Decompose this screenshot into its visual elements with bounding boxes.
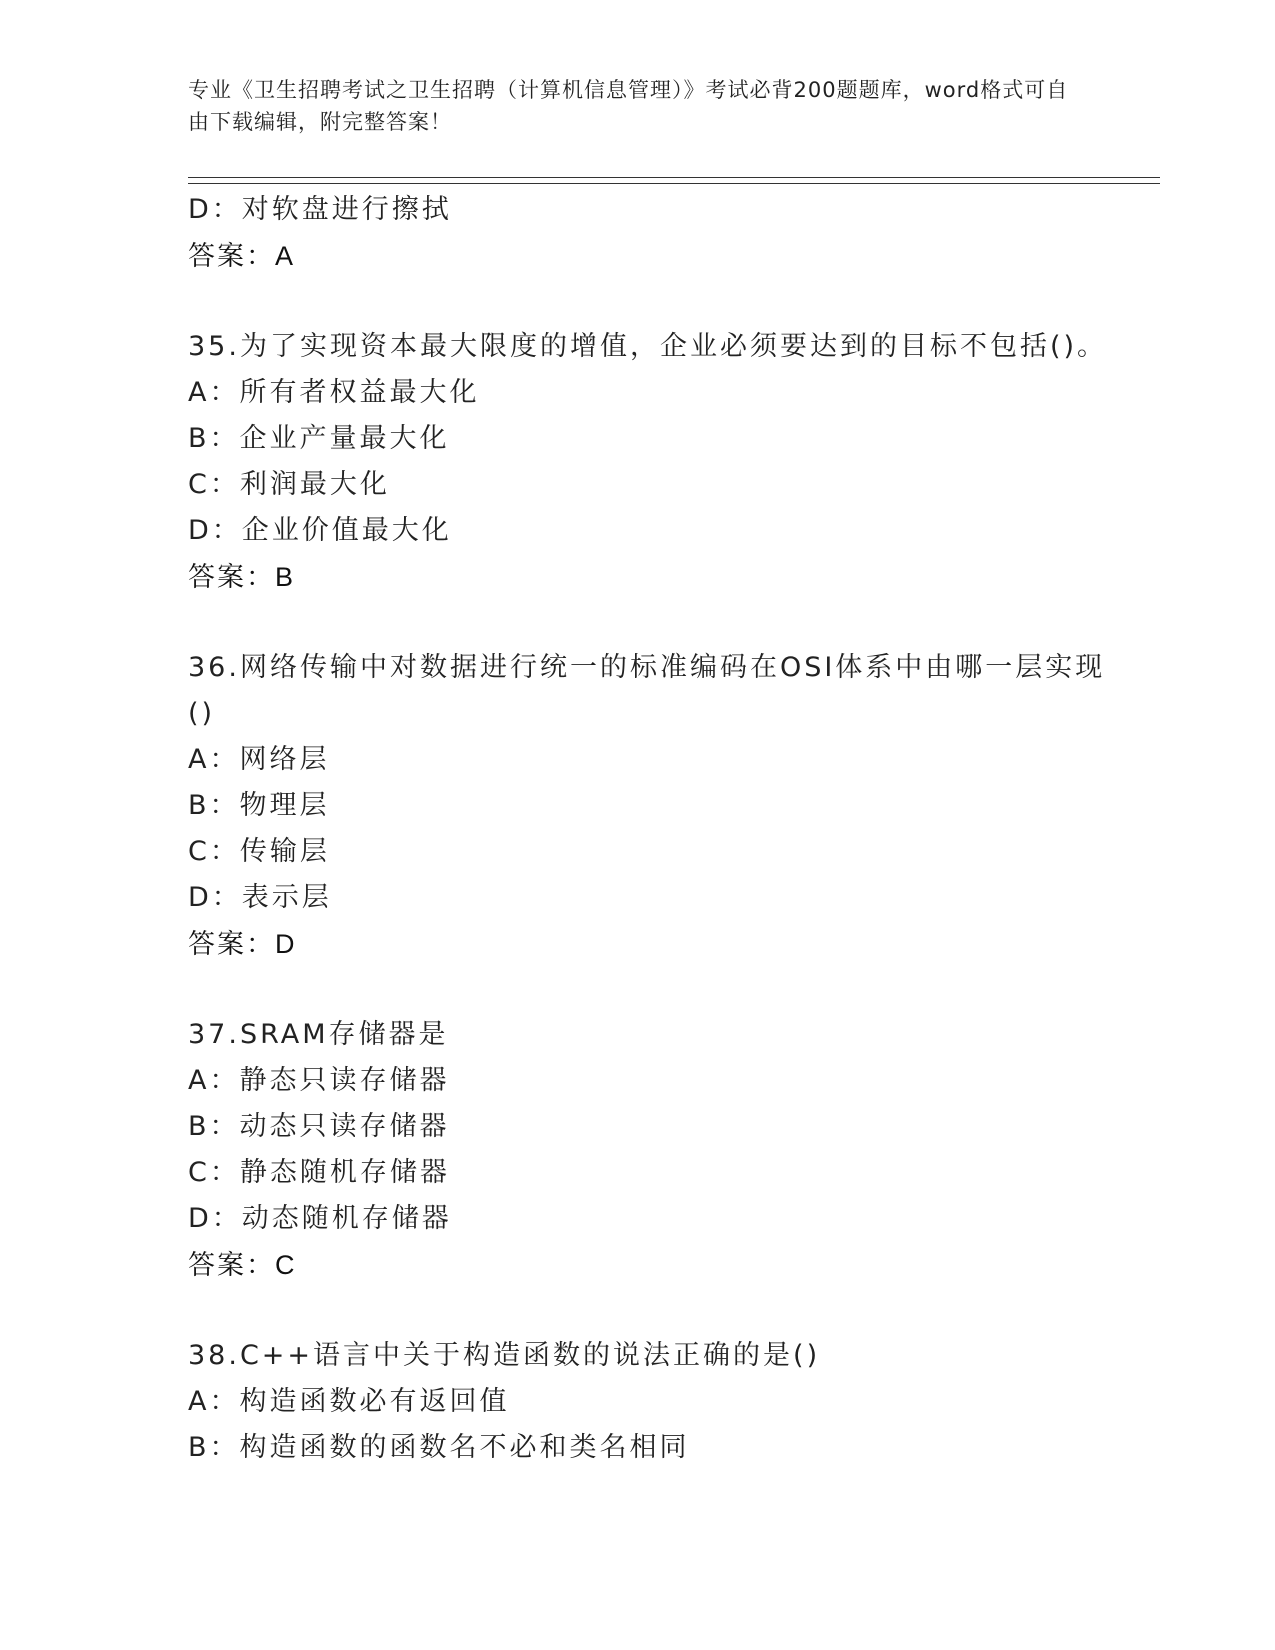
option-d: D：动态随机存储器 xyxy=(188,1203,452,1234)
option-b: B：构造函数的函数名不必和类名相同 xyxy=(188,1432,690,1463)
option-c: C：利润最大化 xyxy=(188,469,390,500)
option-d: D：表示层 xyxy=(188,882,332,913)
header-rule-bottom xyxy=(188,183,1160,184)
answer: 答案：A xyxy=(188,241,296,271)
option-d: D：对软盘进行擦拭 xyxy=(188,194,452,225)
answer: 答案：D xyxy=(188,929,297,959)
option-a: A：构造函数必有返回值 xyxy=(188,1386,510,1417)
option-a: A：网络层 xyxy=(188,744,330,775)
question-36-continued: () xyxy=(188,698,216,729)
option-a: A：所有者权益最大化 xyxy=(188,377,480,408)
option-b: B：企业产量最大化 xyxy=(188,423,450,454)
question-36: 36.网络传输中对数据进行统一的标准编码在OSI体系中由哪一层实现 xyxy=(188,652,1106,683)
header-rule-top xyxy=(188,177,1160,178)
document-header: 专业《卫生招聘考试之卫生招聘（计算机信息管理）》考试必背200题题库，word格式可自由下载编辑，附完整答案！ xyxy=(188,78,1069,134)
option-a: A：静态只读存储器 xyxy=(188,1065,450,1096)
question-38: 38.C++语言中关于构造函数的说法正确的是() xyxy=(188,1340,821,1371)
answer: 答案：B xyxy=(188,562,296,592)
option-c: C：传输层 xyxy=(188,836,330,867)
question-content xyxy=(188,187,1108,1471)
option-b: B：动态只读存储器 xyxy=(188,1111,450,1142)
option-c: C：静态随机存储器 xyxy=(188,1157,450,1188)
question-37: 37.SRAM存储器是 xyxy=(188,1019,449,1050)
question-35: 35.为了实现资本最大限度的增值，企业必须要达到的目标不包括()。 xyxy=(188,331,1108,362)
answer: 答案：C xyxy=(188,1250,297,1280)
option-d: D：企业价值最大化 xyxy=(188,515,452,546)
option-b: B：物理层 xyxy=(188,790,330,821)
